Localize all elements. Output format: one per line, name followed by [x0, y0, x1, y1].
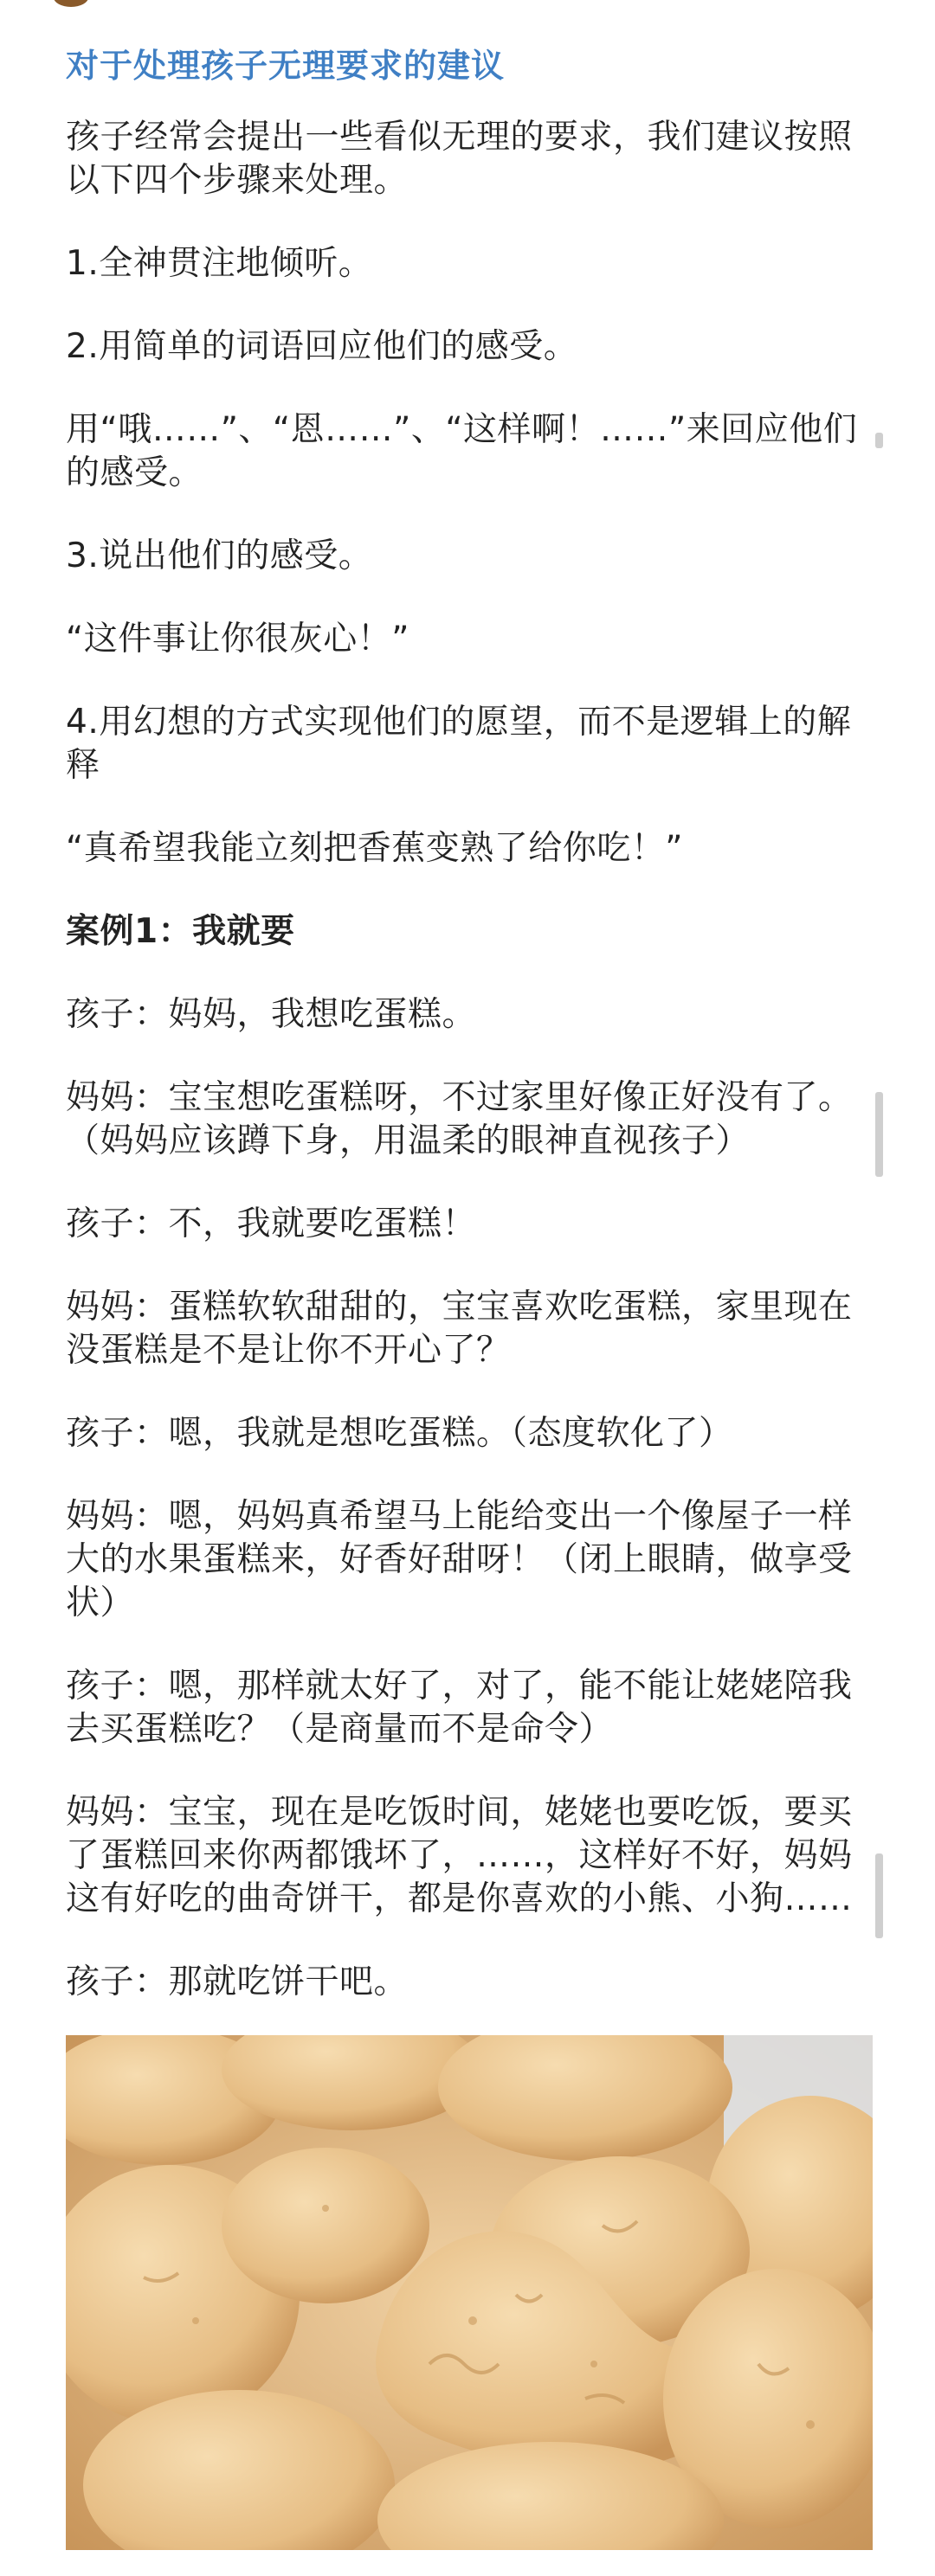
- cookies-photo: [66, 2035, 873, 2550]
- paragraph-list: [66, 116, 880, 2004]
- paragraph: “这件事让你很灰心！”: [66, 620, 409, 658]
- article-body: [66, 42, 880, 2044]
- section-heading: 案例1：我就要: [66, 912, 295, 951]
- author-avatar[interactable]: [54, 0, 88, 7]
- paragraph: 2.用简单的词语回应他们的感受。: [66, 327, 578, 366]
- cookies-illustration: [66, 2035, 873, 2550]
- paragraph: “真希望我能立刻把香蕉变熟了给你吃！”: [66, 829, 683, 868]
- paragraph: 孩子经常会提出一些看似无理的要求，我们建议按照以下四个步骤来处理。: [66, 118, 853, 200]
- paragraph: 1.全神贯注地倾听。: [66, 244, 373, 283]
- paragraph: 妈妈：蛋糕软软甜甜的，宝宝喜欢吃蛋糕，家里现在没蛋糕是不是让你不开心了？: [66, 1288, 853, 1370]
- paragraph: 4.用幻想的方式实现他们的愿望，而不是逻辑上的解释: [66, 703, 852, 785]
- scroll-indicator: [875, 433, 883, 448]
- paragraph: 用“哦……”、“恩……”、“这样啊！……”来回应他们的感受。: [66, 410, 858, 492]
- paragraph: 孩子：嗯，那样就太好了，对了，能不能让姥姥陪我去买蛋糕吃？（是商量而不是命令）: [66, 1667, 853, 1749]
- scroll-indicator: [875, 1853, 883, 1938]
- paragraph: 孩子：妈妈，我想吃蛋糕。: [66, 995, 477, 1034]
- article-title: 对于处理孩子无理要求的建议: [66, 47, 506, 85]
- scroll-indicator: [875, 1092, 883, 1177]
- paragraph: 妈妈：宝宝，现在是吃饭时间，姥姥也要吃饭，要买了蛋糕回来你两都饿坏了，……，这样好不好，妈妈这有好吃的曲奇饼干，都是你喜欢的小熊、小狗……: [66, 1793, 853, 1918]
- paragraph: 孩子：不，我就要吃蛋糕！: [66, 1204, 477, 1243]
- paragraph: 3.说出他们的感受。: [66, 536, 373, 575]
- paragraph: 妈妈：宝宝想吃蛋糕呀，不过家里好像正好没有了。（妈妈应该蹲下身，用温柔的眼神直视孩子）: [66, 1078, 853, 1160]
- paragraph: 孩子：那就吃饼干吧。: [66, 1963, 409, 2001]
- paragraph: 孩子：嗯，我就是想吃蛋糕。（态度软化了）: [66, 1414, 733, 1453]
- paragraph: 妈妈：嗯，妈妈真希望马上能给变出一个像屋子一样大的水果蛋糕来，好香好甜呀！（闭上眼睛，做享受状）: [66, 1497, 853, 1622]
